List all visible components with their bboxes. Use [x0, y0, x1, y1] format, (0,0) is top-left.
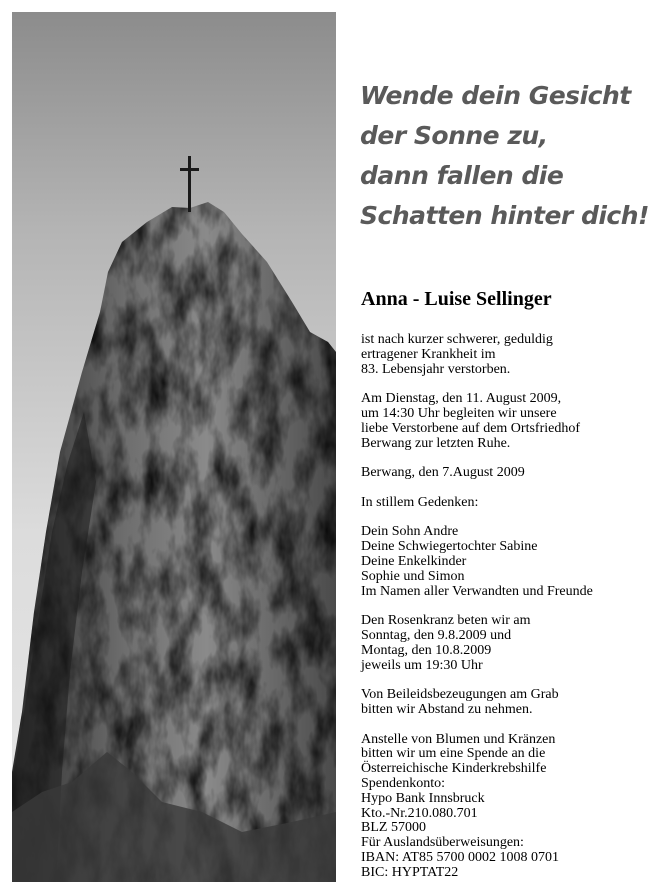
obituary-text [361, 333, 653, 895]
text-line: ist nach kurzer schwerer, geduldig [361, 332, 553, 347]
quote-line: Wende dein Gesicht [360, 81, 631, 110]
text-line: Am Dienstag, den 11. August 2009, [361, 391, 562, 407]
text-line: bitten wir um eine Spende an die [361, 746, 546, 762]
condolence-note [361, 688, 653, 718]
text-line: Kto.-Nr.210.080.701 [361, 805, 478, 821]
text-line: BIC: HYPTAT22 [361, 864, 459, 880]
quote-line: der Sonne zu, [360, 121, 548, 150]
text-line: In stillem Gedenken: [361, 494, 479, 510]
mourners-list [361, 525, 653, 599]
text-line: Im Namen aller Verwandten und Freunde [361, 583, 593, 599]
funeral-paragraph [361, 392, 653, 451]
text-line: Berwang, den 7.August 2009 [361, 465, 525, 481]
deceased-name: Anna - Luise Sellinger [361, 288, 552, 310]
text-line: Deine Schwiegertochter Sabine [361, 539, 538, 555]
mountain-summit-photo [12, 12, 336, 882]
text-line: Montag, den 10.8.2009 [361, 642, 492, 658]
quote-line: dann fallen die [360, 161, 564, 190]
text-line: Für Auslandsüberweisungen: [361, 835, 524, 851]
announcement-paragraph [361, 333, 653, 377]
text-line: Von Beileidsbezeugungen am Grab [361, 687, 559, 703]
donation-paragraph [361, 733, 653, 881]
rosary-paragraph [361, 614, 653, 673]
text-line: BLZ 57000 [361, 820, 426, 836]
text-line: Sophie und Simon [361, 568, 465, 584]
text-line: bitten wir Abstand zu nehmen. [361, 701, 533, 717]
remembrance-heading [361, 496, 653, 511]
text-line: Dein Sohn Andre [361, 524, 459, 540]
text-line: Hypo Bank Innsbruck [361, 790, 485, 806]
text-line: Spendenkonto: [361, 775, 445, 791]
text-line: Den Rosenkranz beten wir am [361, 613, 531, 629]
quote-line: Schatten hinter dich! [360, 201, 649, 230]
place-date [361, 466, 653, 481]
text-line: Österreichische Kinderkrebshilfe [361, 761, 547, 777]
text-line: IBAN: AT85 5700 0002 1008 0701 [361, 849, 559, 865]
text-line: Anstelle von Blumen und Kränzen [361, 731, 556, 747]
text-line: jeweils um 19:30 Uhr [361, 657, 483, 673]
memorial-quote [360, 76, 650, 236]
text-line: 83. Lebensjahr verstorben. [361, 361, 511, 377]
text-line: Berwang zur letzten Ruhe. [361, 435, 511, 451]
text-line: liebe Verstorbene auf dem Ortsfriedhof [361, 420, 580, 436]
text-line: Deine Enkelkinder [361, 553, 467, 569]
text-line: Sonntag, den 9.8.2009 und [361, 627, 512, 643]
text-line: um 14:30 Uhr begleiten wir unsere [361, 405, 557, 421]
text-line: ertragener Krankheit im [361, 346, 496, 362]
